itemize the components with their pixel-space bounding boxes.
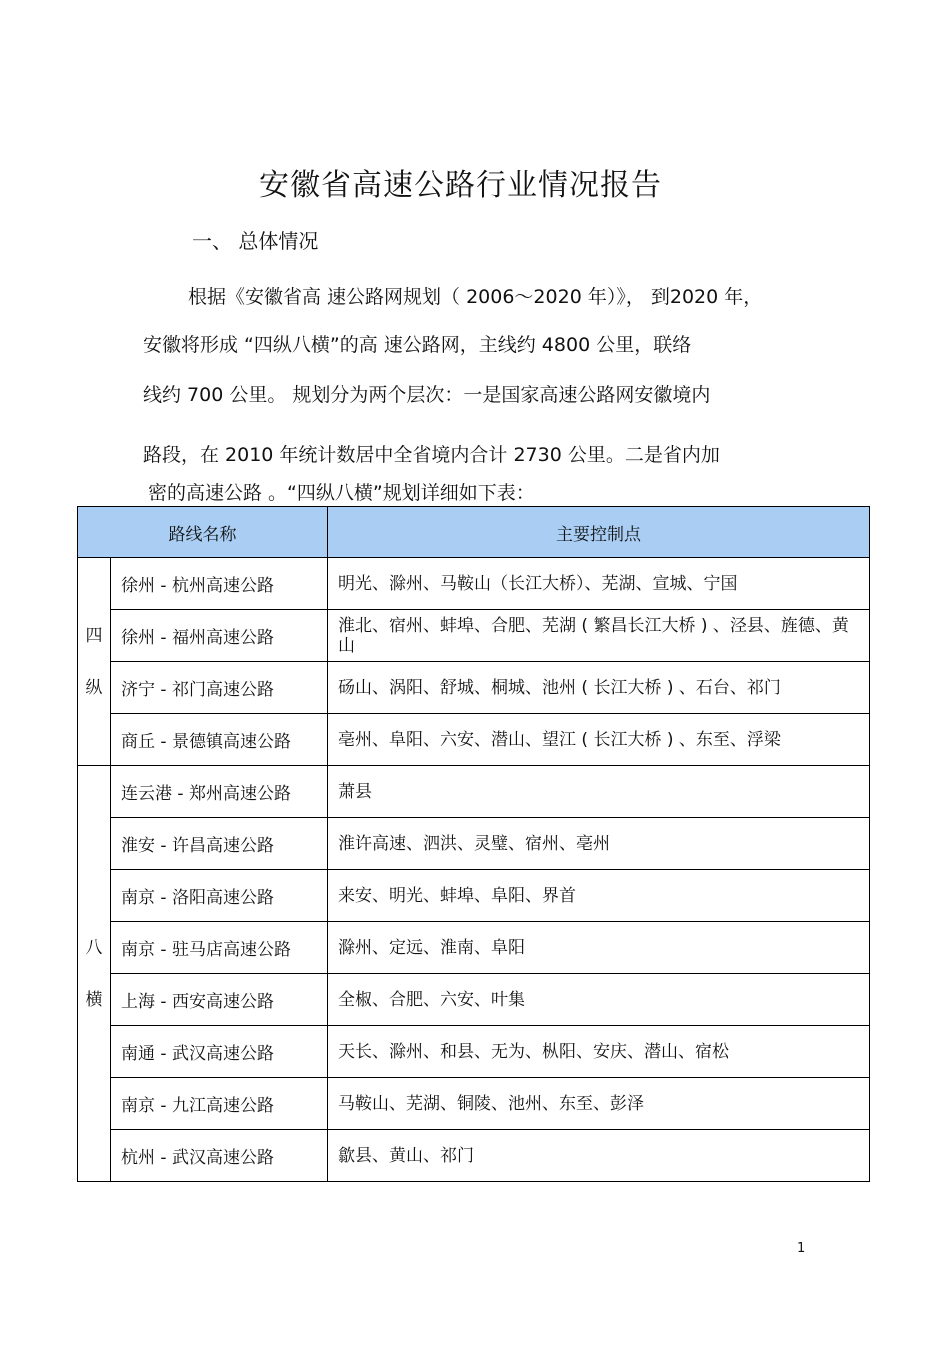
control-points-cell: 砀山、涡阳、舒城、桐城、池州 ( 长江大桥 ) 、石台、祁门: [328, 662, 870, 714]
document-title: 安徽省高速公路行业情况报告: [259, 168, 662, 203]
route-name-cell: 济宁 - 祁门高速公路: [111, 662, 328, 714]
control-points-cell: 马鞍山、芜湖、铜陵、池州、东至、彭泽: [328, 1078, 870, 1130]
control-points-cell: 全椒、合肥、六安、叶集: [328, 974, 870, 1026]
route-name-cell: 淮安 - 许昌高速公路: [111, 818, 328, 870]
table-row: [78, 1078, 870, 1130]
table-row: [78, 870, 870, 922]
group-label-char: 横: [85, 989, 103, 1010]
table-row: [78, 1026, 870, 1078]
table-row: [78, 922, 870, 974]
header-control-points: 主要控制点: [328, 507, 870, 558]
table-row: [78, 818, 870, 870]
control-points-cell: 亳州、阜阳、六安、潜山、望江 ( 长江大桥 ) 、东至、浮梁: [328, 714, 870, 766]
table-body: [78, 558, 870, 1182]
section-heading: 一、 总体情况: [192, 229, 319, 253]
paragraph-line: 密的高速公路 。“四纵八横”规划详细如下表：: [148, 482, 535, 504]
table-row: [78, 662, 870, 714]
table-row: [78, 974, 870, 1026]
route-name-cell: 上海 - 西安高速公路: [111, 974, 328, 1026]
route-name-cell: 南京 - 洛阳高速公路: [111, 870, 328, 922]
paragraph-line: 线约 700 公里。 规划分为两个层次：一是国家高速公路网安徽境内: [143, 384, 711, 406]
route-name-cell: 商丘 - 景德镇高速公路: [111, 714, 328, 766]
paragraph-line: 安徽将形成 “四纵八横”的高 速公路网，主线约 4800 公里，联络: [143, 334, 692, 356]
group-label-char: 纵: [85, 677, 103, 698]
table-row: [78, 558, 870, 610]
header-route-name: 路线名称: [78, 507, 328, 558]
control-points-cell: 淮北、宿州、蚌埠、合肥、芜湖 ( 繁昌长江大桥 ) 、泾县、旌德、黄山: [328, 610, 870, 662]
control-points-cell: 淮许高速、泗洪、灵璧、宿州、亳州: [328, 818, 870, 870]
route-name-cell: 南通 - 武汉高速公路: [111, 1026, 328, 1078]
control-points-cell: 天长、滁州、和县、无为、枞阳、安庆、潜山、宿松: [328, 1026, 870, 1078]
group-label: [78, 558, 111, 766]
group-label-char: 八: [85, 937, 103, 958]
control-points-cell: 明光、滁州、马鞍山（长江大桥）、芜湖、宣城、宁国: [328, 558, 870, 610]
page-number: 1: [797, 1241, 806, 1256]
table-header-row: [78, 507, 870, 558]
table-row: [78, 1130, 870, 1182]
route-name-cell: 徐州 - 福州高速公路: [111, 610, 328, 662]
table-row: [78, 610, 870, 662]
route-name-cell: 南京 - 九江高速公路: [111, 1078, 328, 1130]
table-row: [78, 714, 870, 766]
route-name-cell: 南京 - 驻马店高速公路: [111, 922, 328, 974]
table-row: [78, 766, 870, 818]
highway-plan-table: [77, 506, 870, 1182]
route-name-cell: 徐州 - 杭州高速公路: [111, 558, 328, 610]
control-points-cell: 萧县: [328, 766, 870, 818]
control-points-cell: 来安、明光、蚌埠、阜阳、界首: [328, 870, 870, 922]
group-label: [78, 766, 111, 1182]
control-points-cell: 歙县、黄山、祁门: [328, 1130, 870, 1182]
route-name-cell: 连云港 - 郑州高速公路: [111, 766, 328, 818]
control-points-cell: 滁州、定远、淮南、阜阳: [328, 922, 870, 974]
paragraph-line: 路段，在 2010 年统计数居中全省境内合计 2730 公里。二是省内加: [143, 444, 720, 466]
group-label-char: 四: [85, 625, 103, 646]
route-name-cell: 杭州 - 武汉高速公路: [111, 1130, 328, 1182]
paragraph-line: 根据《安徽省高 速公路网规划（ 2006～2020 年）》， 到2020 年，: [188, 286, 763, 308]
